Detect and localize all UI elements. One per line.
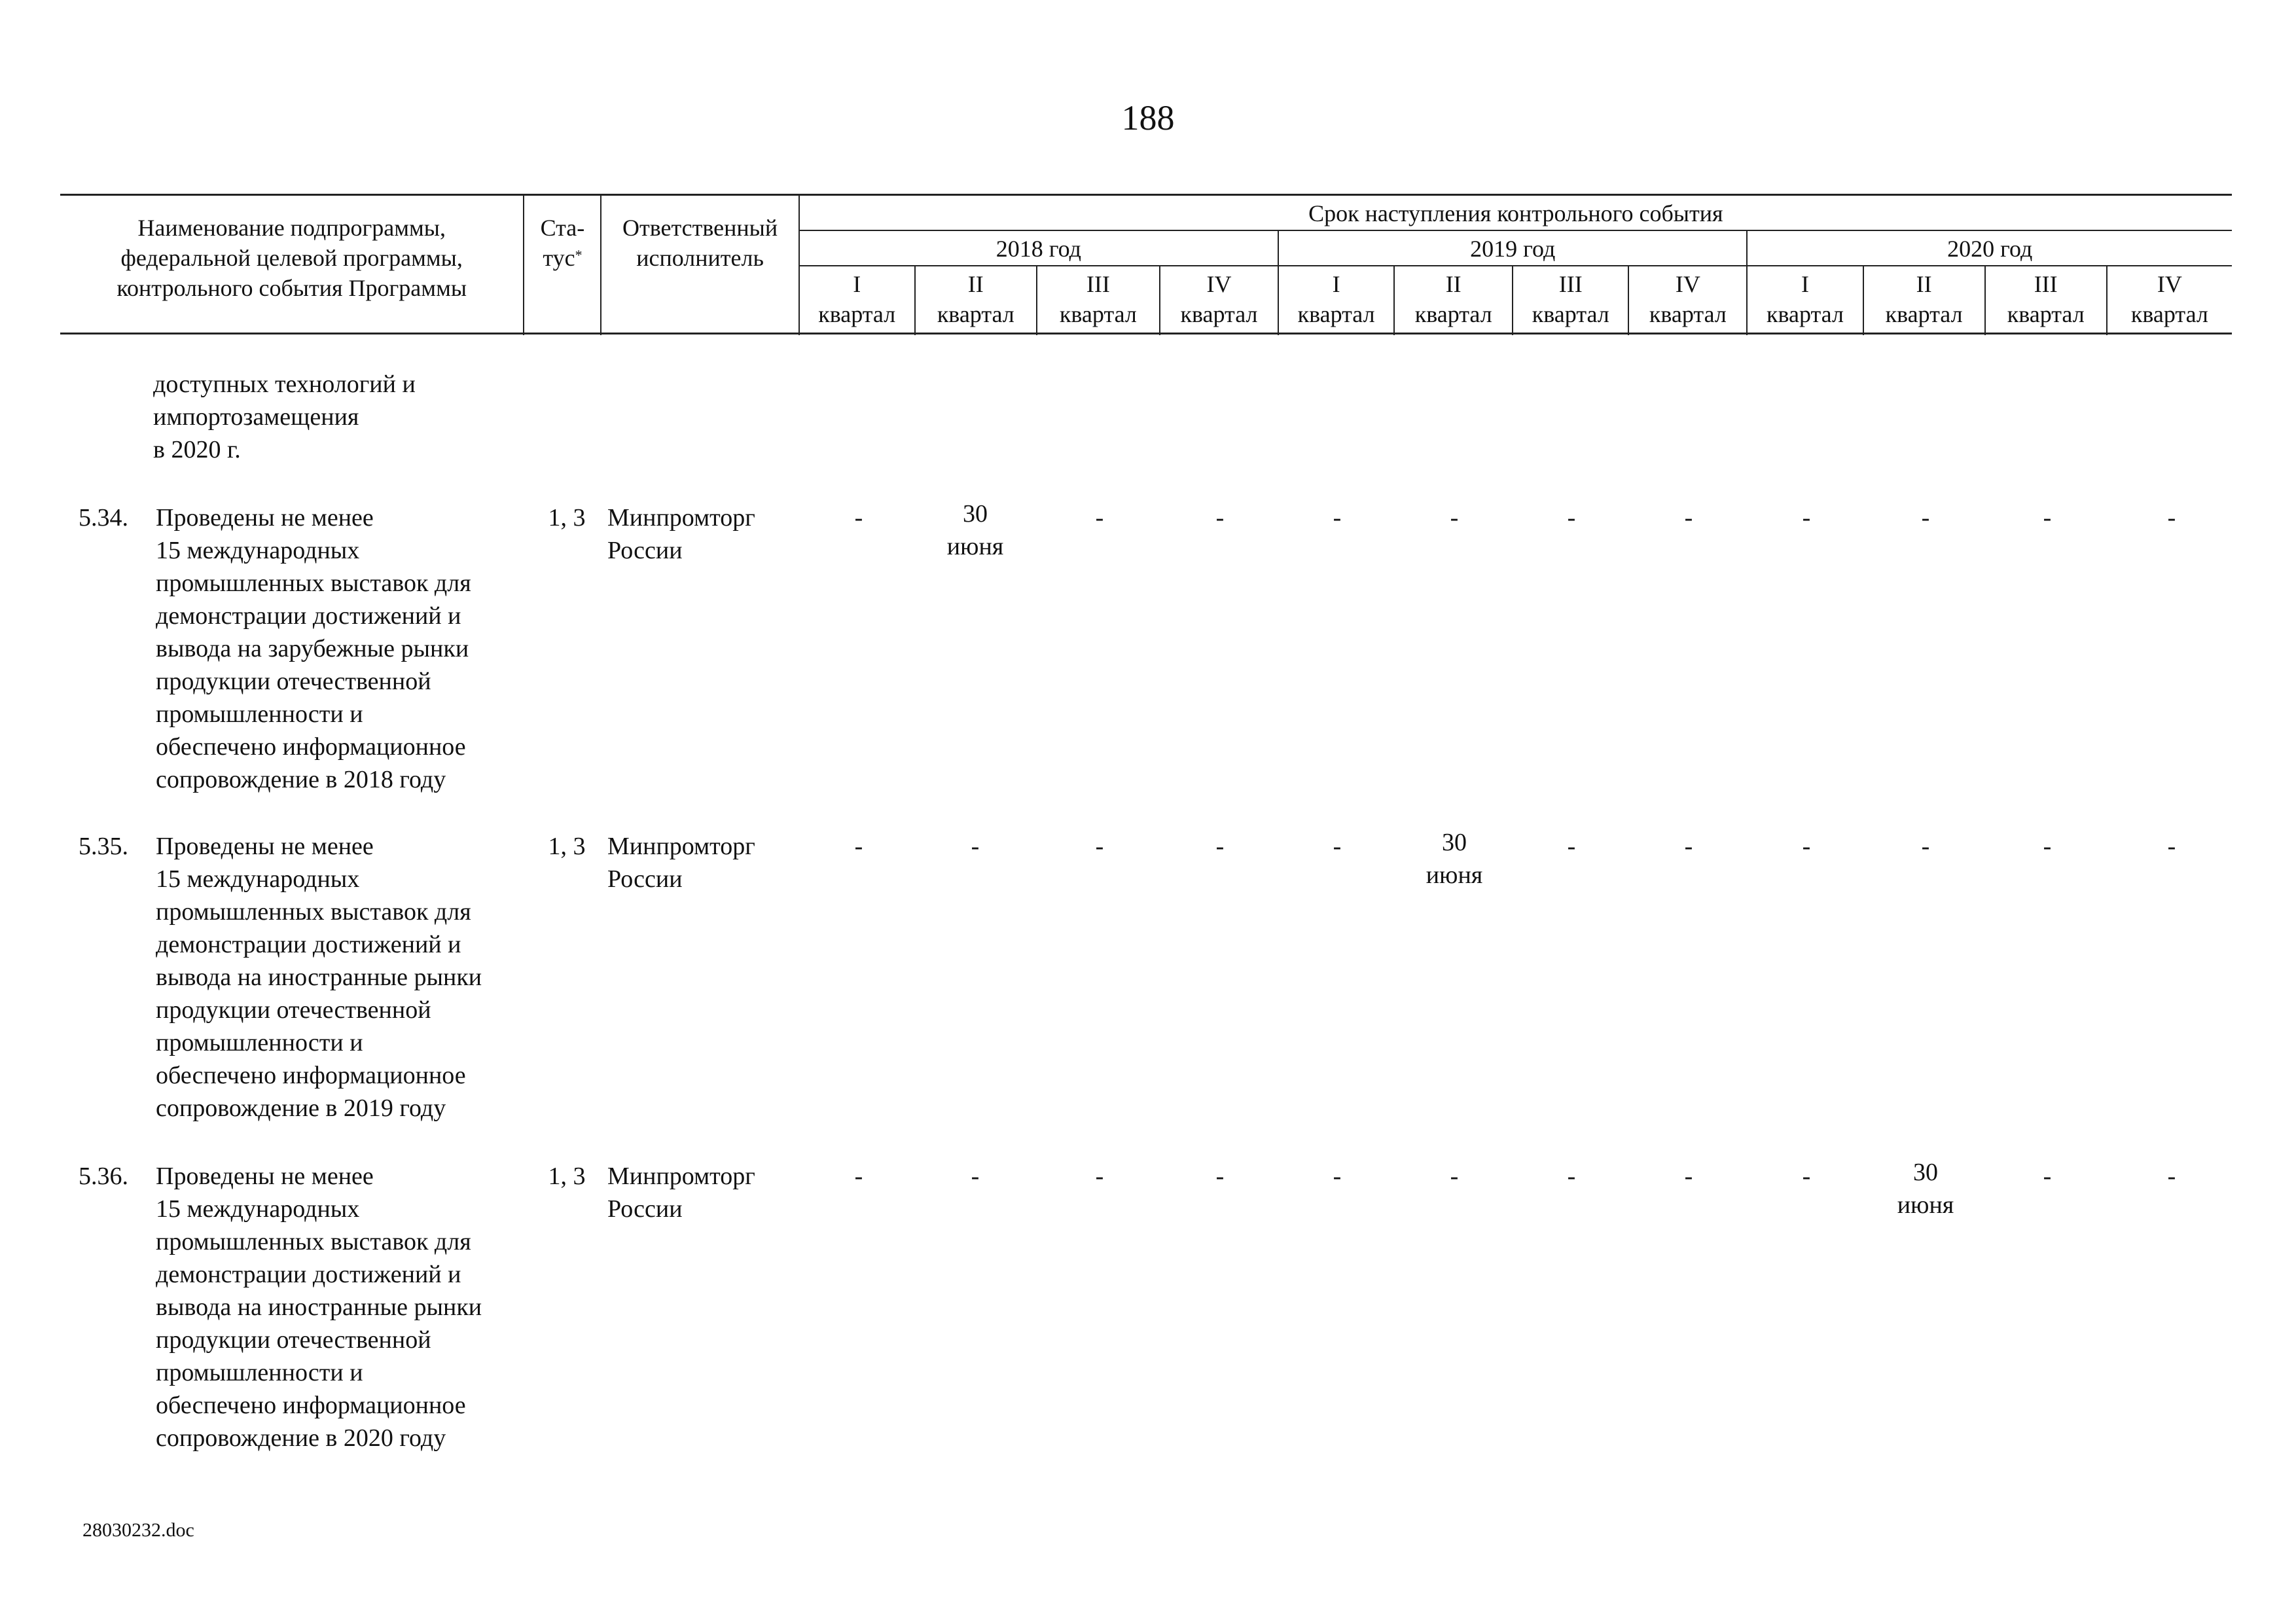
- quarter-deadline: -: [854, 1163, 863, 1190]
- event-name-line: продукции отечественной: [156, 996, 431, 1024]
- row-status: 1, 3: [548, 504, 586, 532]
- quarter-word: квартал: [2130, 301, 2208, 327]
- quarter-word: квартал: [1297, 301, 1375, 327]
- quarter-deadline: 30 июня: [1426, 829, 1483, 889]
- row-status: 1, 3: [548, 1163, 586, 1190]
- quarter-deadline: -: [1567, 1163, 1576, 1190]
- event-name-line: обеспечено информационное: [156, 733, 466, 761]
- quarter-numeral: III: [1086, 271, 1110, 297]
- quarter-word: квартал: [1180, 301, 1258, 327]
- quarter-numeral: IV: [1206, 271, 1232, 297]
- header-quarter: [1160, 266, 1278, 335]
- header-quarter: [1037, 266, 1160, 335]
- quarter-deadline: -: [1802, 504, 1811, 532]
- event-name: [156, 830, 529, 1125]
- quarter-numeral: III: [1558, 271, 1583, 297]
- executor-line: России: [607, 537, 683, 564]
- event-name-line: демонстрации достижений и: [156, 1261, 461, 1288]
- executor-line: Минпромторг: [607, 833, 755, 860]
- header-quarter: [1394, 266, 1513, 335]
- quarter-numeral: II: [1916, 271, 1932, 297]
- quarter-word: квартал: [1059, 301, 1137, 327]
- quarter-word: квартал: [818, 301, 896, 327]
- row-number: 5.34.: [79, 504, 128, 532]
- quarter-deadline: -: [2167, 833, 2176, 860]
- executor-line: России: [607, 1195, 683, 1223]
- event-name-line: 15 международных: [156, 537, 360, 564]
- header-name-line: Наименование подпрограммы,: [137, 215, 446, 241]
- quarter-deadline: -: [1921, 504, 1930, 532]
- event-name-line: вывода на иностранные рынки: [156, 964, 482, 991]
- continuation-line: доступных технологий и: [153, 370, 416, 398]
- event-name-line: демонстрации достижений и: [156, 931, 461, 958]
- quarter-deadline: -: [1450, 1163, 1459, 1190]
- quarter-deadline: -: [1095, 504, 1104, 532]
- quarter-deadline: -: [1567, 833, 1576, 860]
- quarter-word: квартал: [1649, 301, 1727, 327]
- quarter-deadline: -: [854, 504, 863, 532]
- header-quarter: [1863, 266, 1985, 335]
- quarter-deadline: -: [1215, 504, 1225, 532]
- quarter-deadline: -: [1450, 504, 1459, 532]
- event-name-line: промышленных выставок для: [156, 569, 471, 597]
- header-executor-line: исполнитель: [636, 245, 764, 271]
- header-quarter: [1513, 266, 1628, 335]
- quarter-word: квартал: [2007, 301, 2085, 327]
- event-name-line: Проведены не менее: [156, 833, 374, 860]
- header-executor-column: [601, 195, 798, 336]
- footer-filename: 28030232.doc: [82, 1519, 194, 1541]
- quarter-numeral: I: [1801, 271, 1809, 297]
- header-executor-line: Ответственный: [622, 215, 778, 241]
- row-status: 1, 3: [548, 833, 586, 860]
- quarter-word: квартал: [1532, 301, 1609, 327]
- header-quarter: [1628, 266, 1747, 335]
- event-name-line: промышленных выставок для: [156, 1228, 471, 1255]
- executor-line: Минпромторг: [607, 1163, 755, 1190]
- header-deadline-title: Срок наступления контрольного события: [799, 195, 2232, 231]
- row-executor: [607, 830, 804, 895]
- header-bottom-rule: [60, 333, 2232, 334]
- quarter-deadline: -: [2167, 504, 2176, 532]
- continuation-line: импортозамещения: [153, 403, 359, 431]
- quarter-numeral: II: [1445, 271, 1462, 297]
- event-name-line: промышленности и: [156, 1029, 363, 1056]
- header-quarter: [799, 266, 915, 335]
- event-name-line: обеспечено информационное: [156, 1392, 466, 1419]
- quarter-numeral: I: [1332, 271, 1340, 297]
- quarter-deadline: -: [1684, 504, 1693, 532]
- executor-line: России: [607, 865, 683, 893]
- event-name-line: сопровождение в 2018 году: [156, 766, 446, 793]
- header-status-column: [524, 195, 601, 336]
- header-name-line: федеральной целевой программы,: [120, 245, 463, 271]
- quarter-deadline: -: [1567, 504, 1576, 532]
- quarter-deadline: -: [1095, 833, 1104, 860]
- header-quarter: [1747, 266, 1863, 335]
- event-name-line: промышленных выставок для: [156, 898, 471, 926]
- header-quarter: [1278, 266, 1394, 335]
- event-name-line: промышленности и: [156, 1359, 363, 1386]
- event-name: [156, 1160, 529, 1454]
- quarter-numeral: II: [967, 271, 984, 297]
- event-name-line: продукции отечественной: [156, 1326, 431, 1354]
- header-status-line: Ста-: [540, 215, 585, 241]
- quarter-deadline: -: [1921, 833, 1930, 860]
- quarter-deadline: 30 июня: [1897, 1159, 1954, 1219]
- table-header: [60, 194, 2232, 335]
- quarter-numeral: III: [2034, 271, 2058, 297]
- quarter-deadline: -: [1684, 833, 1693, 860]
- page-number: 188: [1121, 98, 1175, 137]
- quarter-deadline: -: [1802, 1163, 1811, 1190]
- quarter-deadline: -: [2043, 504, 2052, 532]
- quarter-deadline: -: [1333, 504, 1342, 532]
- quarter-deadline: -: [2167, 1163, 2176, 1190]
- quarter-numeral: I: [853, 271, 861, 297]
- event-name-line: вывода на иностранные рынки: [156, 1293, 482, 1321]
- quarter-deadline: -: [971, 833, 980, 860]
- event-name-line: продукции отечественной: [156, 668, 431, 695]
- continuation-line: в 2020 г.: [153, 436, 241, 463]
- executor-line: Минпромторг: [607, 504, 755, 532]
- quarter-deadline: -: [854, 833, 863, 860]
- quarter-deadline: -: [1684, 1163, 1693, 1190]
- quarter-numeral: IV: [1675, 271, 1700, 297]
- event-name-line: сопровождение в 2020 году: [156, 1424, 446, 1452]
- event-name-line: 15 международных: [156, 865, 360, 893]
- status-footnote-mark: *: [575, 247, 583, 263]
- quarter-deadline: -: [2043, 833, 2052, 860]
- header-quarter: [2107, 266, 2232, 335]
- header-year: 2020 год: [1747, 230, 2232, 266]
- row-number: 5.36.: [79, 1163, 128, 1190]
- header-quarter: [1985, 266, 2107, 335]
- header-name-line: контрольного события Программы: [117, 275, 467, 301]
- quarter-word: квартал: [1766, 301, 1844, 327]
- quarter-word: квартал: [937, 301, 1014, 327]
- quarter-deadline: -: [1215, 1163, 1225, 1190]
- quarter-word: квартал: [1414, 301, 1492, 327]
- row-executor: [607, 1160, 804, 1225]
- quarter-deadline: -: [1802, 833, 1811, 860]
- quarter-numeral: IV: [2157, 271, 2182, 297]
- quarter-deadline: -: [1095, 1163, 1104, 1190]
- quarter-deadline: -: [1215, 833, 1225, 860]
- header-quarter: [915, 266, 1037, 335]
- event-name-line: Проведены не менее: [156, 1163, 374, 1190]
- event-name-line: 15 международных: [156, 1195, 360, 1223]
- header-name-column: [60, 195, 524, 336]
- row-number: 5.35.: [79, 833, 128, 860]
- quarter-deadline: 30 июня: [946, 500, 1004, 560]
- header-year: 2019 год: [1278, 230, 1747, 266]
- quarter-word: квартал: [1885, 301, 1963, 327]
- event-name-line: сопровождение в 2019 году: [156, 1094, 446, 1122]
- header-year: 2018 год: [799, 230, 1278, 266]
- event-name-line: демонстрации достижений и: [156, 602, 461, 630]
- quarter-deadline: -: [1333, 833, 1342, 860]
- header-status-line: тус: [543, 245, 575, 271]
- row-executor: [607, 501, 804, 567]
- event-name-line: вывода на зарубежные рынки: [156, 635, 469, 662]
- event-name-line: промышленности и: [156, 700, 363, 728]
- quarter-deadline: -: [1333, 1163, 1342, 1190]
- event-name-line: Проведены не менее: [156, 504, 374, 532]
- quarter-deadline: -: [2043, 1163, 2052, 1190]
- quarter-deadline: -: [971, 1163, 980, 1190]
- event-name-line: обеспечено информационное: [156, 1062, 466, 1089]
- event-name: [156, 501, 529, 796]
